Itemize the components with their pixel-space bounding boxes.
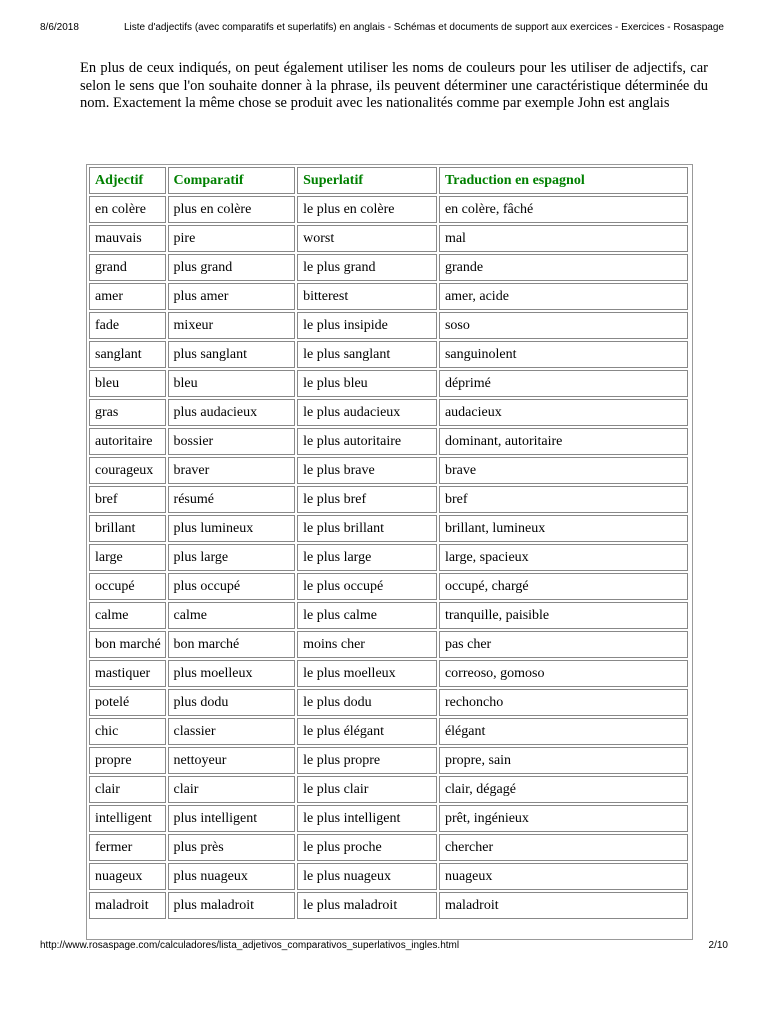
- print-date: 8/6/2018: [40, 22, 79, 33]
- table-row: [89, 341, 688, 368]
- cell-adjectif: potelé: [89, 689, 166, 716]
- table-row: [89, 660, 688, 687]
- cell-comparatif: plus maladroit: [168, 892, 296, 919]
- table-row: [89, 196, 688, 223]
- cell-traduction: brave: [439, 457, 688, 484]
- cell-adjectif: autoritaire: [89, 428, 166, 455]
- cell-superlatif: le plus audacieux: [297, 399, 437, 426]
- cell-superlatif: le plus bref: [297, 486, 437, 513]
- cell-adjectif: mauvais: [89, 225, 166, 252]
- cell-adjectif: maladroit: [89, 892, 166, 919]
- cell-comparatif: plus intelligent: [168, 805, 296, 832]
- cell-adjectif: gras: [89, 399, 166, 426]
- cell-traduction: clair, dégagé: [439, 776, 688, 803]
- cell-comparatif: mixeur: [168, 312, 296, 339]
- cell-superlatif: le plus intelligent: [297, 805, 437, 832]
- cell-traduction: bref: [439, 486, 688, 513]
- cell-traduction: soso: [439, 312, 688, 339]
- table-row: [89, 370, 688, 397]
- cell-comparatif: pire: [168, 225, 296, 252]
- intro-paragraph: En plus de ceux indiqués, on peut également utiliser les noms de couleurs pour les utiliser de adjectifs, car selon le sens que l'on souhaite donner à la phrase, ils peuvent déterminer une caractéristique déterminée du nom. Exactement la même chose se produit avec les nationalités comme par exemple John est anglais: [80, 60, 708, 111]
- table-row: [89, 689, 688, 716]
- cell-superlatif: le plus maladroit: [297, 892, 437, 919]
- page-url: http://www.rosaspage.com/calculadores/lista_adjetivos_comparativos_superlativos_ingles.html: [40, 940, 460, 951]
- cell-traduction: dominant, autoritaire: [439, 428, 688, 455]
- cell-traduction: propre, sain: [439, 747, 688, 774]
- cell-traduction: maladroit: [439, 892, 688, 919]
- cell-traduction: chercher: [439, 834, 688, 861]
- cell-comparatif: nettoyeur: [168, 747, 296, 774]
- cell-adjectif: brillant: [89, 515, 166, 542]
- cell-adjectif: large: [89, 544, 166, 571]
- cell-comparatif: plus grand: [168, 254, 296, 281]
- table-row: [89, 515, 688, 542]
- cell-traduction: correoso, gomoso: [439, 660, 688, 687]
- table-row: [89, 631, 688, 658]
- cell-comparatif: résumé: [168, 486, 296, 513]
- table-row: [89, 747, 688, 774]
- page-title: Liste d'adjectifs (avec comparatifs et superlatifs) en anglais - Schémas et documents de support aux exercices - Exercices - Rosaspage: [124, 22, 724, 33]
- cell-adjectif: en colère: [89, 196, 166, 223]
- cell-superlatif: le plus grand: [297, 254, 437, 281]
- cell-superlatif: le plus sanglant: [297, 341, 437, 368]
- cell-traduction: mal: [439, 225, 688, 252]
- cell-comparatif: plus près: [168, 834, 296, 861]
- cell-comparatif: plus moelleux: [168, 660, 296, 687]
- table-row: [89, 457, 688, 484]
- cell-traduction: rechoncho: [439, 689, 688, 716]
- cell-comparatif: bossier: [168, 428, 296, 455]
- column-header-traduction: Traduction en espagnol: [439, 167, 688, 194]
- cell-traduction: large, spacieux: [439, 544, 688, 571]
- cell-comparatif: plus nuageux: [168, 863, 296, 890]
- table-row: [89, 718, 688, 745]
- cell-traduction: nuageux: [439, 863, 688, 890]
- cell-traduction: audacieux: [439, 399, 688, 426]
- column-header-adjectif: Adjectif: [89, 167, 166, 194]
- table-row: [89, 399, 688, 426]
- cell-adjectif: calme: [89, 602, 166, 629]
- cell-superlatif: le plus insipide: [297, 312, 437, 339]
- cell-traduction: tranquille, paisible: [439, 602, 688, 629]
- cell-superlatif: le plus nuageux: [297, 863, 437, 890]
- cell-comparatif: plus dodu: [168, 689, 296, 716]
- table-row: [89, 428, 688, 455]
- cell-superlatif: le plus élégant: [297, 718, 437, 745]
- cell-traduction: occupé, chargé: [439, 573, 688, 600]
- cell-adjectif: occupé: [89, 573, 166, 600]
- cell-traduction: déprimé: [439, 370, 688, 397]
- cell-traduction: pas cher: [439, 631, 688, 658]
- table-row: [89, 254, 688, 281]
- cell-adjectif: mastiquer: [89, 660, 166, 687]
- cell-comparatif: plus audacieux: [168, 399, 296, 426]
- cell-comparatif: bleu: [168, 370, 296, 397]
- table-row: [89, 486, 688, 513]
- cell-traduction: amer, acide: [439, 283, 688, 310]
- cell-adjectif: intelligent: [89, 805, 166, 832]
- table-row: [89, 573, 688, 600]
- cell-traduction: en colère, fâché: [439, 196, 688, 223]
- table-row: [89, 805, 688, 832]
- cell-adjectif: clair: [89, 776, 166, 803]
- cell-comparatif: plus large: [168, 544, 296, 571]
- cell-adjectif: chic: [89, 718, 166, 745]
- adjectives-table-container: [86, 164, 693, 940]
- cell-superlatif: moins cher: [297, 631, 437, 658]
- cell-superlatif: le plus occupé: [297, 573, 437, 600]
- cell-superlatif: le plus large: [297, 544, 437, 571]
- adjectives-table: [87, 165, 690, 921]
- table-row: [89, 834, 688, 861]
- cell-adjectif: amer: [89, 283, 166, 310]
- cell-comparatif: bon marché: [168, 631, 296, 658]
- table-row: [89, 863, 688, 890]
- table-row: [89, 225, 688, 252]
- cell-comparatif: classier: [168, 718, 296, 745]
- table-row: [89, 602, 688, 629]
- table-row: [89, 312, 688, 339]
- cell-superlatif: le plus en colère: [297, 196, 437, 223]
- cell-comparatif: calme: [168, 602, 296, 629]
- print-header: [40, 22, 728, 36]
- cell-adjectif: fade: [89, 312, 166, 339]
- table-row: [89, 283, 688, 310]
- cell-adjectif: fermer: [89, 834, 166, 861]
- cell-adjectif: grand: [89, 254, 166, 281]
- cell-adjectif: propre: [89, 747, 166, 774]
- cell-comparatif: braver: [168, 457, 296, 484]
- cell-superlatif: le plus clair: [297, 776, 437, 803]
- cell-superlatif: le plus dodu: [297, 689, 437, 716]
- cell-superlatif: le plus calme: [297, 602, 437, 629]
- cell-traduction: sanguinolent: [439, 341, 688, 368]
- cell-superlatif: le plus propre: [297, 747, 437, 774]
- cell-superlatif: le plus autoritaire: [297, 428, 437, 455]
- cell-comparatif: plus amer: [168, 283, 296, 310]
- cell-adjectif: bon marché: [89, 631, 166, 658]
- table-row: [89, 544, 688, 571]
- table-header-row: [89, 167, 688, 194]
- cell-comparatif: plus occupé: [168, 573, 296, 600]
- cell-traduction: brillant, lumineux: [439, 515, 688, 542]
- column-header-superlatif: Superlatif: [297, 167, 437, 194]
- cell-adjectif: bref: [89, 486, 166, 513]
- column-header-comparatif: Comparatif: [168, 167, 296, 194]
- cell-adjectif: courageux: [89, 457, 166, 484]
- cell-superlatif: worst: [297, 225, 437, 252]
- cell-traduction: élégant: [439, 718, 688, 745]
- table-row: [89, 776, 688, 803]
- cell-adjectif: nuageux: [89, 863, 166, 890]
- cell-adjectif: sanglant: [89, 341, 166, 368]
- print-footer: [40, 940, 728, 954]
- cell-superlatif: le plus bleu: [297, 370, 437, 397]
- cell-adjectif: bleu: [89, 370, 166, 397]
- page-number: 2/10: [708, 940, 728, 951]
- cell-superlatif: le plus brillant: [297, 515, 437, 542]
- cell-superlatif: le plus brave: [297, 457, 437, 484]
- cell-comparatif: plus lumineux: [168, 515, 296, 542]
- cell-comparatif: plus sanglant: [168, 341, 296, 368]
- table-row: [89, 892, 688, 919]
- cell-traduction: prêt, ingénieux: [439, 805, 688, 832]
- cell-superlatif: le plus moelleux: [297, 660, 437, 687]
- cell-traduction: grande: [439, 254, 688, 281]
- cell-comparatif: clair: [168, 776, 296, 803]
- cell-superlatif: le plus proche: [297, 834, 437, 861]
- cell-superlatif: bitterest: [297, 283, 437, 310]
- cell-comparatif: plus en colère: [168, 196, 296, 223]
